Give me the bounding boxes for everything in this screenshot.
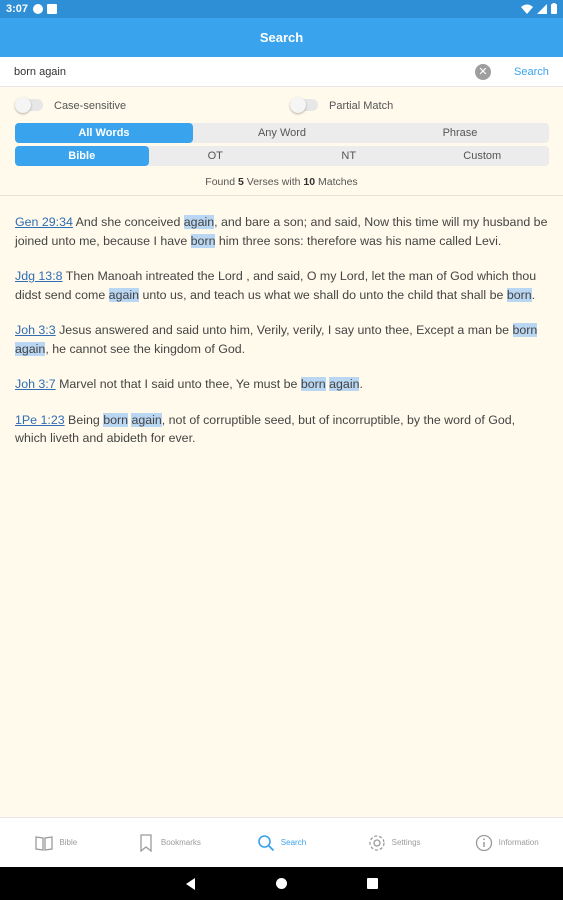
status-bar: [0, 0, 563, 18]
nav-information[interactable]: [450, 818, 563, 867]
verse-result: [15, 213, 550, 250]
app-notification-icon: [33, 4, 43, 14]
search-bar: [0, 57, 563, 87]
signal-icon: [537, 4, 547, 14]
highlighted-match: born: [300, 377, 326, 391]
nav-information-label: Information: [498, 838, 539, 847]
nav-search-label: Search: [280, 838, 307, 847]
scope-nt[interactable]: NT: [341, 150, 357, 162]
verse-text: Jesus answered and said unto him, Verily, verily, I say unto thee, Except a man be: [55, 323, 513, 337]
verse-text: And she conceived: [72, 215, 184, 229]
verse-count: 5: [238, 176, 244, 188]
match-mode-all-words[interactable]: All Words: [15, 123, 193, 143]
scope-segmented-control: [15, 146, 549, 166]
match-count: 10: [303, 176, 316, 188]
verse-reference-link[interactable]: Joh 3:7: [15, 377, 56, 391]
clipboard-notification-icon: [47, 4, 57, 14]
scope-custom[interactable]: Custom: [463, 150, 502, 162]
highlighted-match: born: [506, 287, 532, 302]
verse-text: him three sons: therefore was his name called Levi.: [215, 233, 502, 248]
scope-bible[interactable]: Bible: [15, 146, 149, 166]
verse-text: , and bare a son; and said, Now this time will my husband be joined unto me, because I have: [15, 215, 548, 248]
info-icon: [475, 834, 493, 852]
search-button[interactable]: Search: [514, 66, 549, 78]
gear-icon: [368, 834, 386, 852]
home-icon[interactable]: [276, 878, 287, 889]
highlighted-match: born: [190, 233, 216, 248]
match-mode-any-word[interactable]: Any Word: [257, 127, 307, 139]
verse-text: .: [359, 377, 363, 391]
summary-middle: Verses with: [246, 176, 301, 188]
recent-apps-icon[interactable]: [367, 878, 378, 889]
verse-text: Then Manoah intreated the Lord , and said, O my Lord, let the man of God which thou didst send come: [15, 269, 537, 302]
partial-match-label: Partial Match: [329, 100, 394, 112]
highlighted-match: again: [131, 412, 162, 427]
status-icons: [521, 3, 557, 14]
nav-search[interactable]: [225, 818, 338, 867]
verse-result: [15, 411, 550, 448]
verse-text: Being: [64, 412, 104, 427]
highlighted-match: born: [512, 323, 538, 337]
match-mode-segmented-control: [15, 123, 549, 143]
system-navigation-bar: [0, 867, 563, 900]
back-icon[interactable]: [186, 878, 195, 890]
case-sensitive-label: Case-sensitive: [54, 100, 127, 112]
bottom-navigation: [0, 817, 563, 867]
app-bar: [0, 18, 563, 57]
verse-text: Marvel not that I said unto thee, Ye must be: [55, 377, 301, 391]
search-icon: [257, 834, 275, 852]
highlighted-match: again: [15, 341, 46, 356]
verse-reference-link[interactable]: Jdg 13:8: [15, 269, 63, 283]
highlighted-match: again: [183, 215, 215, 229]
status-time: 3:07: [6, 3, 29, 15]
nav-settings-label: Settings: [391, 838, 421, 847]
verse-text: unto us, and teach us what we shall do unto the child that shall be: [139, 287, 507, 302]
divider: [0, 195, 563, 196]
verse-reference-link[interactable]: Joh 3:3: [15, 323, 56, 337]
summary-prefix: Found: [205, 176, 236, 188]
wifi-icon: [521, 4, 533, 14]
nav-bible-label: Bible: [59, 838, 78, 847]
nav-settings[interactable]: [338, 818, 451, 867]
bookmark-icon: [137, 834, 155, 852]
verse-result: [15, 267, 550, 304]
book-icon: [35, 834, 53, 852]
verse-result: [15, 375, 550, 394]
nav-bible[interactable]: [0, 818, 113, 867]
verse-text: , he cannot see the kingdom of God.: [45, 341, 246, 356]
results-summary: [0, 176, 563, 188]
verse-reference-link[interactable]: Gen 29:34: [15, 215, 73, 229]
summary-suffix: Matches: [318, 176, 358, 188]
search-input[interactable]: [8, 62, 468, 82]
verse-result: [15, 321, 550, 358]
page-title: Search: [259, 30, 304, 45]
verse-reference-link[interactable]: 1Pe 1:23: [15, 412, 65, 427]
nav-bookmarks[interactable]: [113, 818, 226, 867]
highlighted-match: born: [103, 412, 128, 427]
clear-icon[interactable]: ✕: [475, 64, 491, 80]
partial-match-toggle[interactable]: [292, 99, 318, 111]
results-list: [15, 213, 550, 465]
verse-text: , not of corruptible seed, but of incorruptible, by the word of God, which liveth and abideth for ever.: [15, 412, 516, 445]
nav-bookmarks-label: Bookmarks: [160, 838, 201, 847]
case-sensitive-toggle[interactable]: [17, 99, 43, 111]
match-mode-phrase[interactable]: Phrase: [442, 127, 478, 139]
highlighted-match: again: [329, 377, 360, 391]
verse-text: .: [531, 287, 536, 302]
highlighted-match: again: [108, 287, 139, 302]
scope-ot[interactable]: OT: [207, 150, 223, 162]
battery-icon: [551, 3, 557, 14]
